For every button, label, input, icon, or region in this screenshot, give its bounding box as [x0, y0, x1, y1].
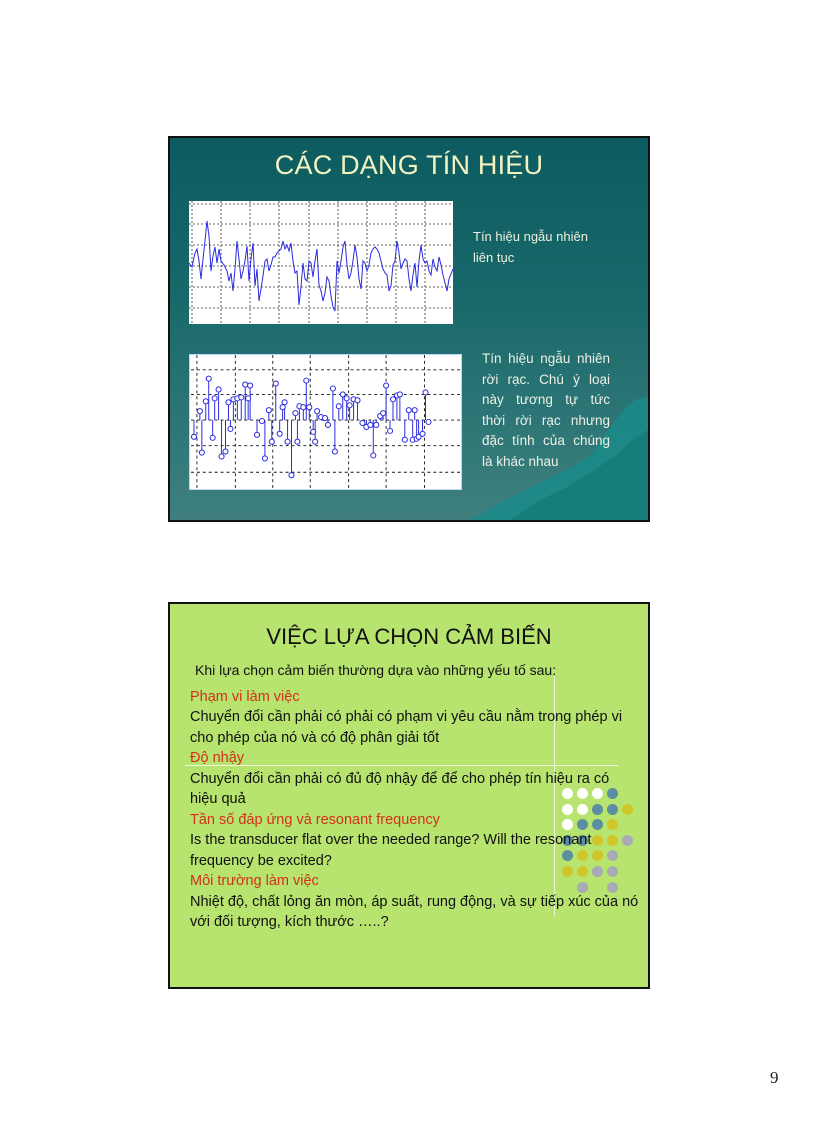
slide-sensor-selection	[168, 602, 650, 989]
section-heading-range: Phạm vi làm việc	[190, 688, 300, 705]
page-number: 9	[770, 1068, 779, 1087]
section-text-environment: Nhiệt độ, chất lỏng ăn mòn, áp suất, rung động, và sự tiếp xúc của nó với đối tượng, kích thước …..?	[190, 893, 639, 930]
slide-signal-types	[168, 136, 650, 522]
section-heading-sensitivity: Độ nhậy	[190, 750, 245, 766]
section-heading-frequency: Tần số đáp ứng và resonant frequency	[190, 811, 440, 828]
caption-continuous-signal: Tín hiệu ngẫu nhiên liên tục	[473, 229, 588, 265]
section-text-frequency: Is the transducer flat over the needed range? Will the resonant frequency be excited?	[190, 832, 592, 869]
discrete-signal-chart	[189, 354, 462, 490]
slide-title: VIỆC LỰA CHỌN CẢM BIẾN	[266, 624, 552, 649]
slide-title: CÁC DẠNG TÍN HIỆU	[274, 150, 544, 180]
intro-text: Khi lựa chọn cảm biến thường dựa vào những yếu tố sau:	[195, 662, 557, 678]
section-text-range: Chuyển đổi cần phải có phải có phạm vi yêu cầu nằm trong phép vi cho phép của nó và có độ phân giải tốt	[190, 709, 623, 746]
section-text-sensitivity: Chuyển đổi cần phải có đủ độ nhậy để để cho phép tín hiệu ra có hiệu quả	[190, 770, 610, 807]
section-heading-environment: Môi trường làm việc	[190, 873, 319, 889]
caption-discrete-signal: Tín hiệu ngẫu nhiên rời rạc. Chú ý loại này tương tự tức thời rời rạc nhưng đặc tính của chúng là khác nhau	[482, 351, 610, 469]
continuous-signal-chart	[189, 201, 453, 324]
slide-body	[190, 660, 640, 933]
